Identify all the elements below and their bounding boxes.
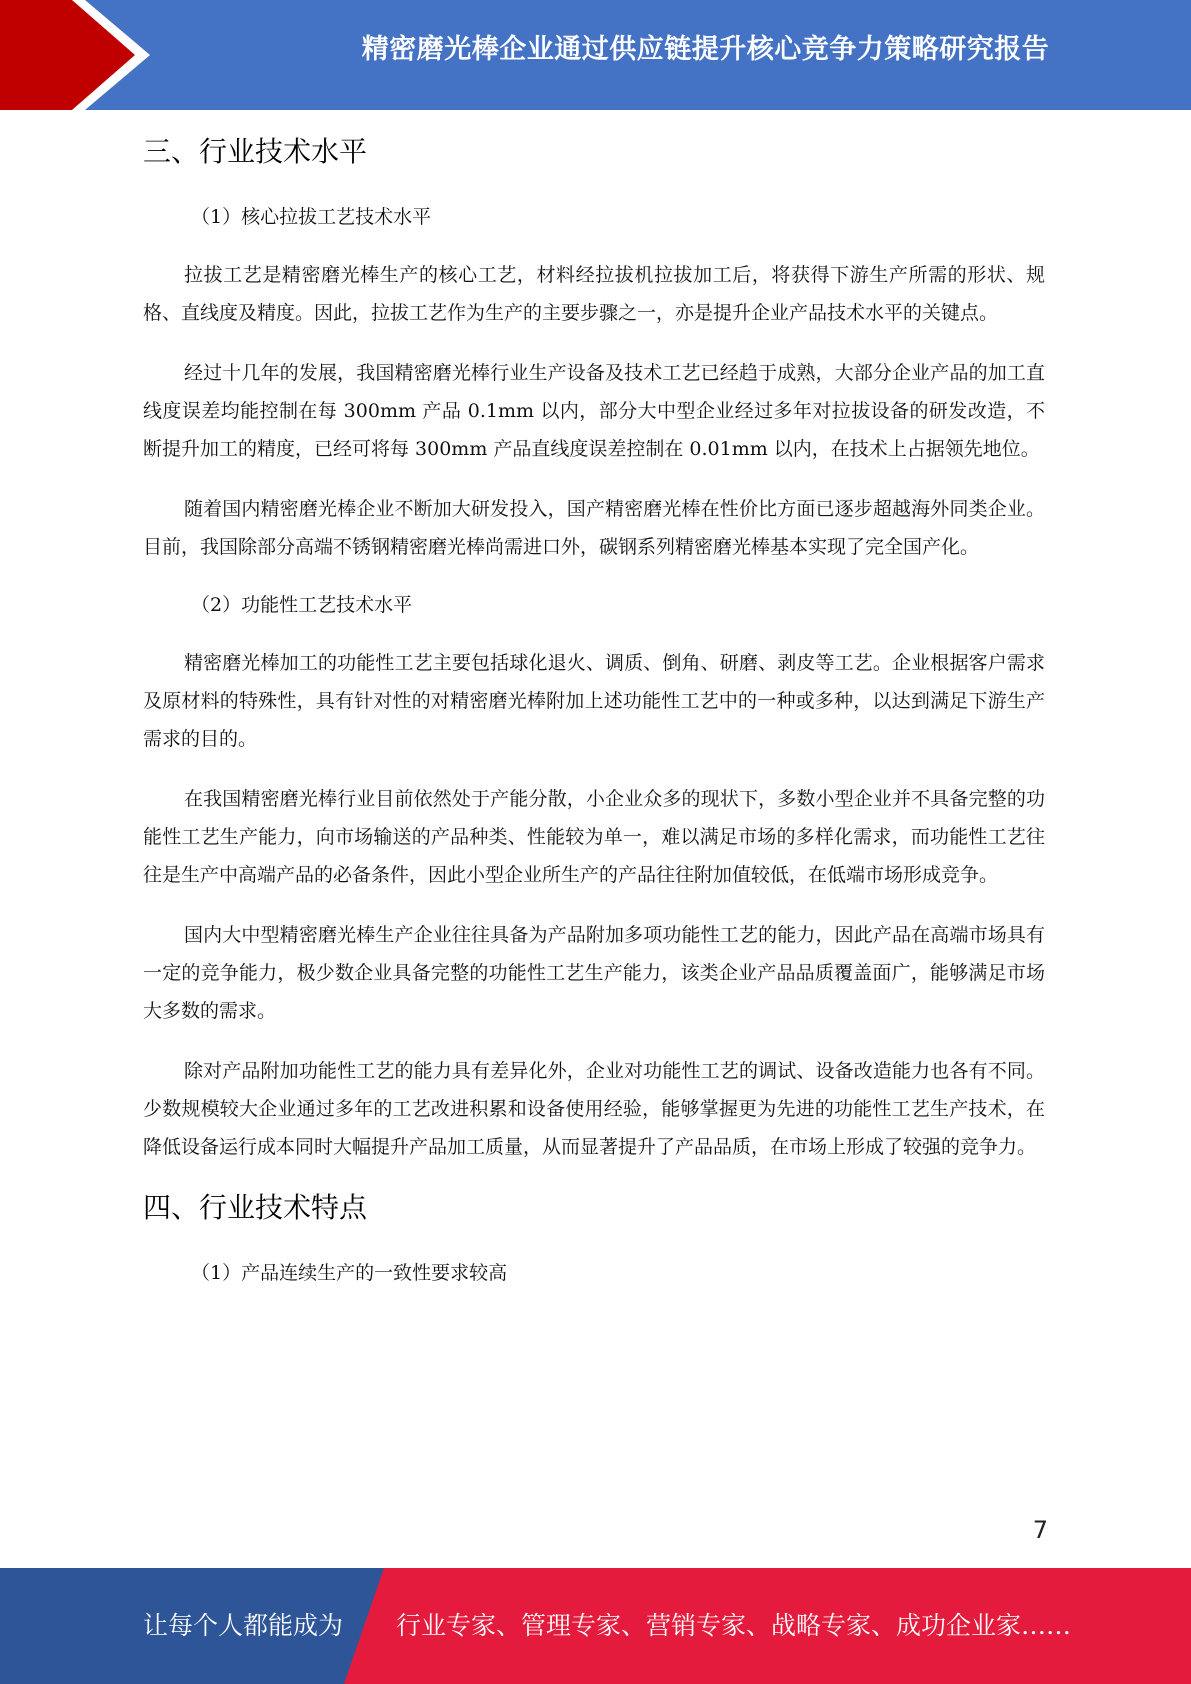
paragraph: 在我国精密磨光棒行业目前依然处于产能分散，小企业众多的现状下，多数小型企业并不具备完整的功能性工艺生产能力，向市场输送的产品种类、性能较为单一，难以满足市场的多样化需求，而功能性工艺往往是生产中高端产品的必备条件，因此小型企业所生产的产品往往附加值较低，在低端市场形成竞争。 bbox=[143, 788, 1045, 886]
footer-slogan-right: 行业专家、管理专家、营销专家、战略专家、成功企业家…… bbox=[396, 1611, 1072, 1640]
header-arrow-red-chevron bbox=[0, 0, 135, 110]
section-heading: 三、行业技术水平 bbox=[143, 135, 368, 168]
paragraph: 随着国内精密磨光棒企业不断加大研发投入，国产精密磨光棒在性价比方面已逐步超越海外同类企业。目前，我国除部分高端不锈钢精密磨光棒尚需进口外，碳钢系列精密磨光棒基本实现了完全国产化。 bbox=[143, 498, 1045, 558]
document-body bbox=[143, 112, 1045, 1312]
paragraph: 国内大中型精密磨光棒生产企业往往具备为产品附加多项功能性工艺的能力，因此产品在高端市场具有一定的竞争能力，极少数企业具备完整的功能性工艺生产能力，该类企业产品品质覆盖面广，能够满足市场大多数的需求。 bbox=[143, 924, 1045, 1022]
subsection-heading: （2）功能性工艺技术水平 bbox=[191, 594, 413, 616]
paragraph: 经过十几年的发展，我国精密磨光棒行业生产设备及技术工艺已经趋于成熟，大部分企业产品的加工直线度误差均能控制在每 300mm 产品 0.1mm 以内，部分大中型企业经过多年对拉拔设备的研发改造，不断提升加工的精度，已经可将每 300mm 产品直线度误差控制在 0.01mm 以内，在技术上占据领先地位。 bbox=[143, 362, 1045, 460]
paragraph: 拉拔工艺是精密磨光棒生产的核心工艺，材料经拉拔机拉拔加工后，将获得下游生产所需的形状、规格、直线度及精度。因此，拉拔工艺作为生产的主要步骤之一，亦是提升企业产品技术水平的关键点。 bbox=[143, 264, 1045, 324]
section bbox=[143, 132, 1045, 1166]
footer-slogan-left: 让每个人都能成为 bbox=[143, 1611, 344, 1640]
subsection-heading: （1）产品连续生产的一致性要求较高 bbox=[191, 1262, 508, 1284]
page-footer bbox=[0, 1568, 1191, 1684]
report-title: 精密磨光棒企业通过供应链提升核心竞争力策略研究报告 bbox=[361, 34, 1050, 65]
header-arrow-decoration bbox=[0, 0, 160, 110]
section bbox=[143, 1188, 1045, 1290]
paragraph: 精密磨光棒加工的功能性工艺主要包括球化退火、调质、倒角、研磨、剥皮等工艺。企业根据客户需求及原材料的特殊性，具有针对性的对精密磨光棒附加上述功能性工艺中的一种或多种，以达到满足下游生产需求的目的。 bbox=[143, 652, 1045, 750]
paragraph: 除对产品附加功能性工艺的能力具有差异化外，企业对功能性工艺的调试、设备改造能力也各有不同。少数规模较大企业通过多年的工艺改进积累和设备使用经验，能够掌握更为先进的功能性工艺生产技术，在降低设备运行成本同时大幅提升产品加工质量，从而显著提升了产品品质，在市场上形成了较强的竞争力。 bbox=[143, 1060, 1045, 1158]
page-number: 7 bbox=[1032, 1516, 1048, 1544]
section-heading: 四、行业技术特点 bbox=[143, 1191, 368, 1224]
page-header bbox=[0, 0, 1191, 110]
subsection-heading: （1）核心拉拔工艺技术水平 bbox=[191, 206, 432, 228]
